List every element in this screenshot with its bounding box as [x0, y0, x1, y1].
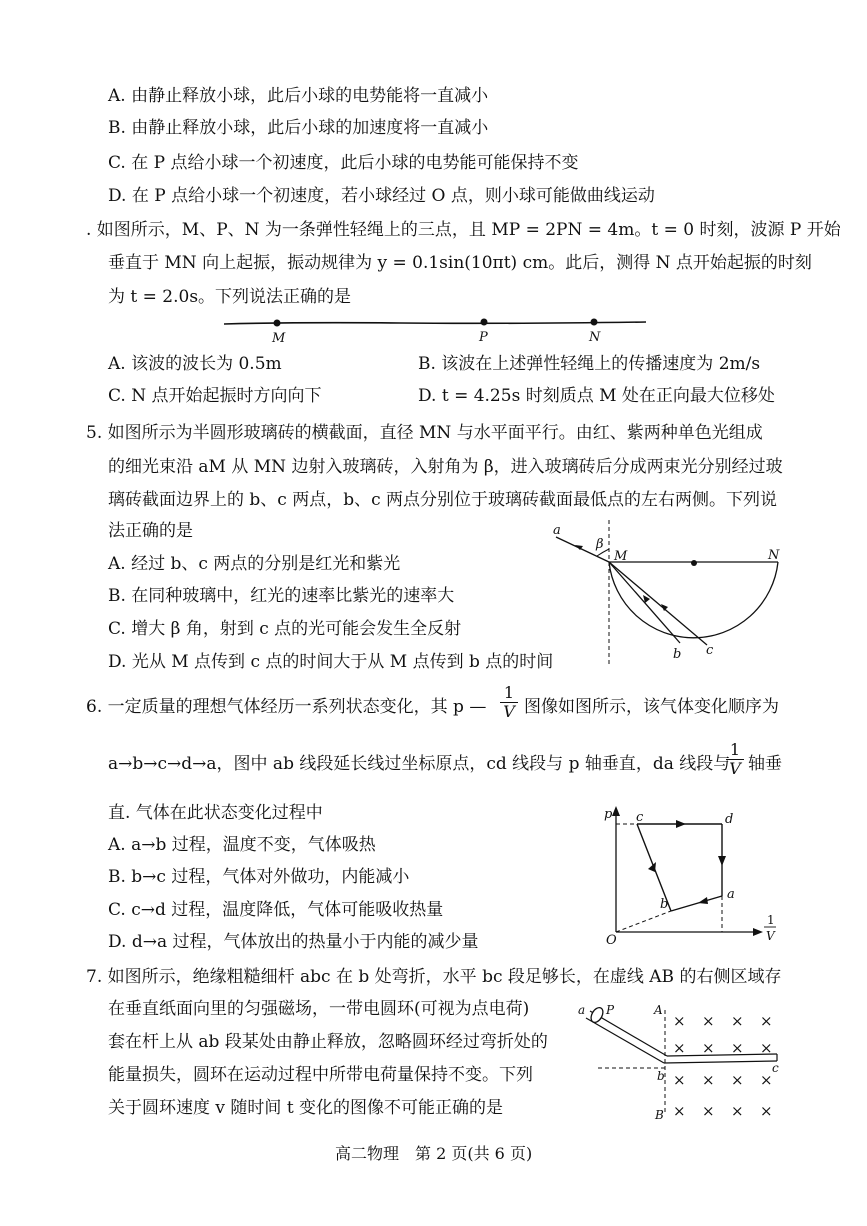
frac-den: V	[726, 759, 744, 778]
frac-num: 1	[503, 683, 515, 702]
q4-option-b: B. 该波在上述弹性轻绳上的传播速度为 2m/s	[418, 354, 761, 374]
field-cross: ×	[760, 1071, 773, 1089]
field-cross: ×	[731, 1102, 744, 1120]
field-cross: ×	[760, 1012, 773, 1030]
label-c: c	[636, 810, 644, 825]
q3-option-b: B. 由静止释放小球，此后小球的加速度将一直减小	[108, 118, 489, 138]
q7-stem-line1: 7. 如图所示，绝缘粗糙细杆 abc 在 b 处弯折，水平 bc 段足够长，在虚线 AB 的右侧区域存	[86, 967, 782, 987]
label-o: O	[606, 933, 617, 948]
q5-stem-line3: 璃砖截面边界上的 b、c 两点，b、c 两点分别位于玻璃砖截面最低点的左右两侧。下列说	[108, 490, 778, 510]
x-axis-num: 1	[767, 913, 775, 927]
label-b: b	[660, 897, 669, 912]
field-cross: ×	[702, 1102, 715, 1120]
q6-stem-line3: 直. 气体在此状态变化过程中	[108, 803, 323, 823]
field-cross: ×	[731, 1071, 744, 1089]
q5-stem-line4: 法正确的是	[108, 521, 193, 541]
q7-stem-line2: 在垂直纸面向里的匀强磁场，一带电圆环(可视为点电荷)	[108, 999, 530, 1019]
q5-stem-line2: 的细光束沿 aM 从 MN 边射入玻璃砖，入射角为 β，进入玻璃砖后分成两束光分别经过玻	[108, 457, 783, 477]
x-axis-den: V	[766, 929, 775, 943]
q7-stem-line5: 关于圆环速度 v 随时间 t 变化的图像不可能正确的是	[108, 1098, 504, 1118]
field-cross: ×	[760, 1039, 773, 1057]
label-beta: β	[596, 537, 604, 552]
q4-stem-line2: 垂直于 MN 向上起振，振动规律为 y = 0.1sin(10πt) cm。此后，测得 N 点开始起振的时刻	[108, 253, 812, 273]
q6-option-b: B. b→c 过程，气体对外做功，内能减小	[108, 867, 410, 887]
label-b: b	[657, 1069, 665, 1083]
q6-option-a: A. a→b 过程，温度不变，气体吸热	[108, 835, 376, 855]
frac-num: 1	[729, 740, 741, 759]
label-p: P	[606, 1003, 615, 1017]
label-n: N	[589, 330, 601, 345]
q5-option-d: D. 光从 M 点传到 c 点的时间大于从 M 点传到 b 点的时间	[108, 652, 554, 672]
magnetic-field-crosses	[673, 1012, 773, 1120]
field-cross: ×	[673, 1012, 686, 1030]
q3-option-c: C. 在 P 点给小球一个初速度，此后小球的电势能可能保持不变	[108, 153, 579, 173]
label-a: a	[578, 1003, 586, 1017]
q3-option-d: D. 在 P 点给小球一个初速度，若小球经过 O 点，则小球可能做曲线运动	[108, 186, 655, 206]
q4-option-c: C. N 点开始起振时方向向下	[108, 386, 322, 406]
q3-option-a: A. 由静止释放小球，此后小球的电势能将一直减小	[108, 86, 489, 106]
q6-option-d: D. d→a 过程，气体放出的热量小于内能的减少量	[108, 932, 479, 952]
label-c: c	[772, 1061, 779, 1075]
q6-stem-line2-pre: a→b→c→d→a，图中 ab 线段延长线过坐标原点，cd 线段与 p 轴垂直，da 线段与	[108, 754, 731, 774]
label-m: M	[614, 549, 628, 564]
q4-option-d: D. t = 4.25s 时刻质点 M 处在正向最大位移处	[418, 386, 775, 406]
label-a: a	[727, 887, 735, 902]
page-footer: 高二物理 第 2 页(共 6 页)	[335, 1144, 533, 1163]
q5-option-c: C. 增大 β 角，射到 c 点的光可能会发生全反射	[108, 619, 462, 639]
q6-option-c: C. c→d 过程，温度降低，气体可能吸收热量	[108, 900, 444, 920]
field-cross: ×	[673, 1102, 686, 1120]
label-B: B	[655, 1108, 664, 1122]
field-cross: ×	[673, 1071, 686, 1089]
label-m: M	[272, 331, 286, 346]
q7-stem-line3: 套在杆上从 ab 段某处由静止释放，忽略圆环经过弯折处的	[108, 1032, 548, 1052]
field-cross: ×	[702, 1039, 715, 1057]
label-c: c	[706, 643, 714, 658]
field-cross: ×	[760, 1102, 773, 1120]
q6-stem-line1-post: 图像如图所示，该气体变化顺序为	[524, 697, 779, 717]
q5-option-b: B. 在同种玻璃中，红光的速率比紫光的速率大	[108, 586, 455, 606]
q7-stem-line4: 能量损失，圆环在运动过程中所带电荷量保持不变。下列	[108, 1065, 533, 1085]
field-cross: ×	[702, 1012, 715, 1030]
q4-option-a: A. 该波的波长为 0.5m	[108, 354, 282, 374]
label-A: A	[654, 1003, 663, 1017]
label-b: b	[673, 647, 682, 662]
q5-option-a: A. 经过 b、c 两点的分别是红光和紫光	[108, 554, 401, 574]
q5-stem-line1: 5. 如图所示为半圆形玻璃砖的横截面，直径 MN 与水平面平行。由红、紫两种单色光组成	[86, 423, 763, 443]
q4-stem-line1: . 如图所示，M、P、N 为一条弹性轻绳上的三点，且 MP = 2PN = 4m。t = 0 时刻，波源 P 开始	[86, 220, 841, 240]
label-a: a	[553, 523, 561, 538]
q4-stem-line3: 为 t = 2.0s。下列说法正确的是	[108, 287, 352, 307]
q6-stem-line2-post: 轴垂	[748, 754, 782, 774]
label-p: p	[604, 807, 613, 822]
q6-stem-line1-pre: 6. 一定质量的理想气体经历一系列状态变化，其 p —	[86, 697, 487, 717]
field-cross: ×	[702, 1071, 715, 1089]
field-cross: ×	[731, 1039, 744, 1057]
label-p: P	[479, 330, 488, 345]
frac-den: V	[500, 702, 518, 721]
field-cross: ×	[731, 1012, 744, 1030]
label-d: d	[725, 812, 734, 827]
label-n: N	[768, 548, 780, 563]
field-cross: ×	[673, 1039, 686, 1057]
